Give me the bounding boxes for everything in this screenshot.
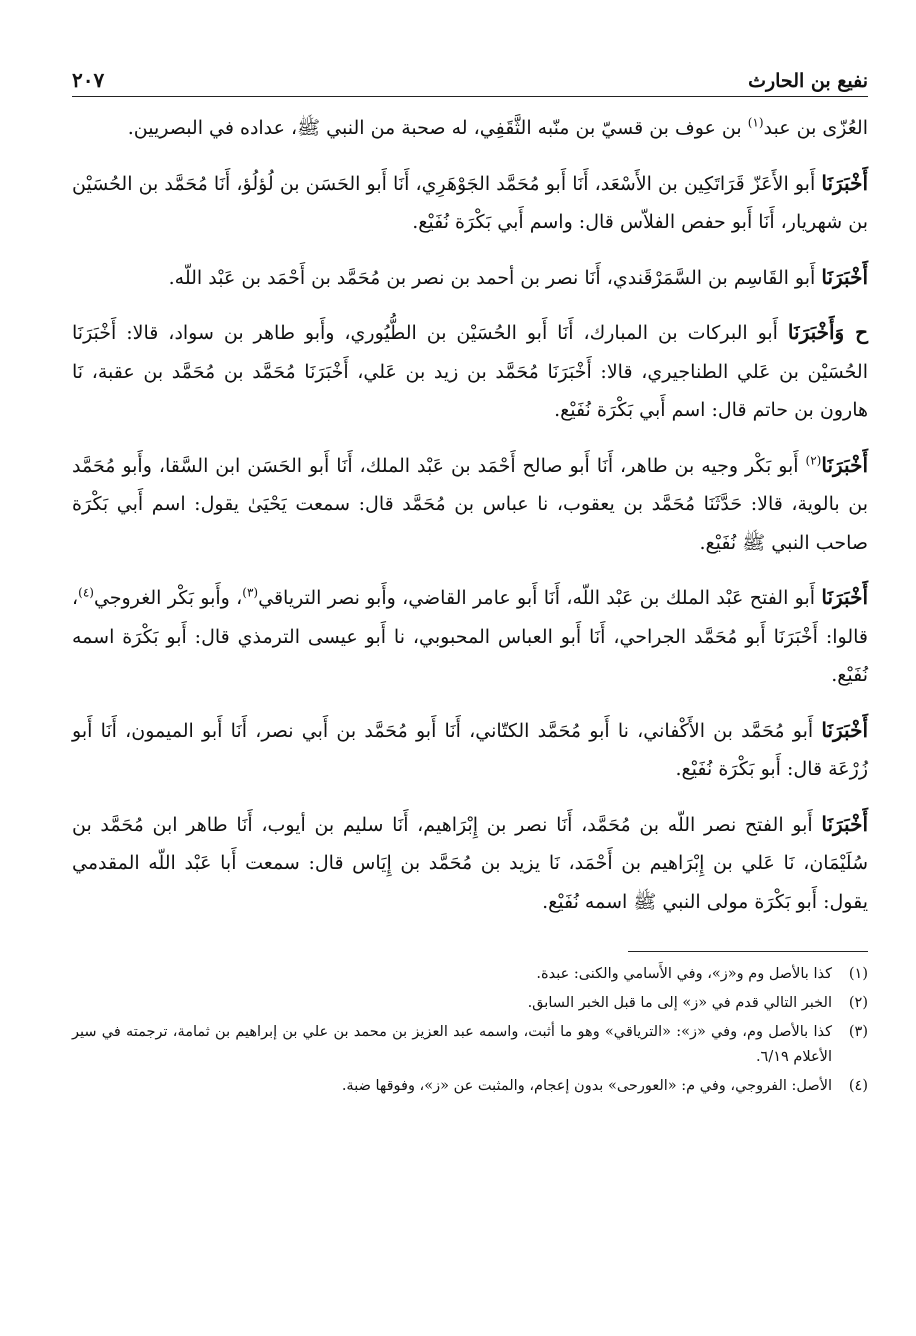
footnote-number: (٣) [848,1024,868,1040]
paragraph [72,109,868,148]
footnote-text: كذا بالأصل وم، وفي «ز»: «الترياقي» وهو ما أثبت، واسمه عبد العزيز بن محمد بن علي بن إبراهيم بن ثمامة، ترجمته في سير الأعلام ٦/١٩. [72,1024,832,1065]
paragraph-text: أَبو بَكْر وجيه بن طاهر، أَنَا أَبو صالح أَحْمَد بن عَبْد الملك، أَنَا أَبو الحَسَن ابن السَّقا، وأَبو مُحَمَّد بن بالوية، قالا: حَدَّثَنَا مُحَمَّد بن يعقوب، نا عباس بن مُحَمَّد قال: سمعت يَحْيَىٰ يقول: اسم أَبي بَكْرَة صاحب النبي ﷺ نُفَيْع. [72,454,868,554]
footnote [72,991,868,1016]
footnote [72,962,868,987]
footnote-reference: (٣) [242,585,259,600]
paragraph-text: أَبو الفتح عَبْد الملك بن عَبْد اللّه، أَنَا أَبو عامر القاضي، وأَبو نصر الترياقي [258,587,822,609]
footnote [72,1020,868,1070]
paragraph-text: أَبو الفتح نصر اللّه بن مُحَمَّد، أَنَا نصر بن إِبْرَاهيم، أَنَا سليم بن أيوب، أَنَا طاهر ابن مُحَمَّد بن سُلَيْمَان، نَا عَلي بن إِبْرَاهيم بن أَحْمَد، نَا يزيد بن مُحَمَّد بن إِيَاس قال: سمعت أَبا عَبْد اللّه المقدمي يقول: أَبو بَكْرَة مولى النبي ﷺ اسمه نُفَيْع. [72,813,868,913]
footnotes [72,962,868,1099]
paragraph-text: أَبو مُحَمَّد بن الأَكْفاني، نا أَبو مُحَمَّد الكتّاني، أَنَا أَبو مُحَمَّد بن أَبي نصر، أَنَا أَبو الميمون، أَنَا أَبو زُرْعَة قال: أَبو بَكْرَة نُفَيْع. [72,719,868,780]
footnote-reference: (٤) [78,585,94,600]
footnote-reference: (٢) [805,453,822,468]
paragraph [72,313,868,430]
paragraph-text: أَبو الأَعَزّ قَرَاتَكِين بن الأَسْعَد، أَنَا أَبو مُحَمَّد الجَوْهَرِي، أَنَا أَبو الحَسَن بن لُؤلُؤ، أَنَا مُحَمَّد بن الحُسَيْن بن شهريار، أَنَا أَبو حفص الفلاّس قال: واسم أَبي بَكْرَة نُفَيْع. [72,172,868,233]
footnote-text: الأصل: الفروجي، وفي م: «العورحى» بدون إعجام، والمثبت عن «ز»، وفوقها ضبة. [341,1078,832,1094]
paragraph-text: أَبو القَاسِم بن السَّمَرْقَندي، أَنَا نصر بن أحمد بن نصر بن مُحَمَّد بن أَحْمَد بن عَبْد اللّه. [168,266,822,289]
footnote-text: كذا بالأصل وم و«ز»، وفي الأَسامي والكنى: عبدة. [536,966,832,982]
footnote [72,1074,868,1099]
footnote-number: (٢) [848,995,868,1011]
footnote-reference: (١) [747,115,764,130]
footnote-divider [628,951,868,952]
running-header [72,58,868,97]
footnote-text: الخبر التالي قدم في «ز» إلى ما قبل الخبر السابق. [527,995,832,1011]
narration-keyword: أَخْبَرَنَا [821,717,868,742]
document-page [72,58,868,1308]
main-text [72,109,868,921]
paragraph-text: ، وأَبو بَكْر الغروجي [93,587,243,609]
footnote-number: (١) [848,966,868,982]
paragraph-text: أَبو البركات بن المبارك، أَنَا أَبو الحُسَيْن بن الطُّيُوري، وأَبو طاهر بن سواد، قالا: أَخْبَرَنَا الحُسَيْن بن عَلي الطناجيري، قالا: أَخْبَرَنَا مُحَمَّد بن زيد بن عَلي، أَخْبَرَنَا مُحَمَّد بن مُحَمَّد بن عقبة، نَا هارون بن حاتم قال: اسم أَبي بَكْرَة نُفَيْع. [72,322,868,421]
paragraph [72,446,868,563]
narration-keyword: أَخْبَرَنَا [821,170,868,195]
narration-keyword: أَخْبَرَنَا [821,811,868,836]
narration-keyword: أَخْبَرَنَا [821,264,868,289]
running-title: نفيع بن الحارث [748,70,868,92]
paragraph-text: العُزّى بن عبد [763,117,868,139]
paragraph-text: ، قالوا: أَخْبَرَنَا أَبو مُحَمَّد الجراحي، أَنَا أَبو العباس المحبوبي، نا أَبو عيسى الترمذي قال: أَبو بَكْرَة اسمه نُفَيْع. [72,587,868,686]
paragraph [72,258,868,298]
paragraph [72,805,868,922]
paragraph [72,578,868,695]
paragraph-text: بن عوف بن قسيّ بن منّبه الثَّقَفِي، له صحبة من النبي ﷺ، عداده في البصريين. [127,117,748,139]
narration-keyword: ح وَأَخْبَرَنَا [787,320,868,344]
narration-keyword: أَخْبَرَنَا [821,585,868,609]
narration-keyword: أَخْبَرَنَا [821,452,868,477]
paragraph [72,164,868,242]
footnote-number: (٤) [848,1078,868,1094]
page-number: ٢٠٧ [72,68,105,92]
paragraph [72,711,868,789]
